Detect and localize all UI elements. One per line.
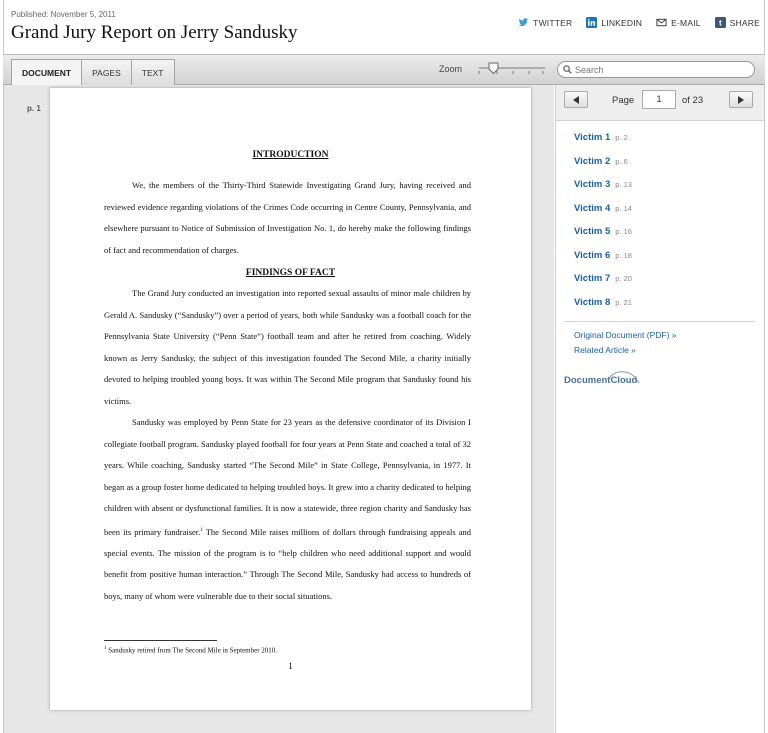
heading-findings: FINDINGS OF FACT [245,268,336,278]
previous-page-button[interactable] [564,91,588,108]
chapter-page: p. 20 [615,274,632,283]
chapter-link[interactable] [574,273,632,297]
chapter-link[interactable] [574,297,632,321]
zoom-slider[interactable] [477,61,547,77]
page-navigator [556,85,764,121]
chapter-title: Victim 1 [574,132,611,143]
chapter-title: Victim 3 [574,179,611,190]
footnote-text: Sandusky retired from The Second Mile in September 2010. [108,646,278,655]
cloud-icon [607,370,643,384]
tumblr-icon [715,17,726,28]
documentcloud-wordmark: DocumentCloud [564,375,638,386]
heading-introduction: INTRODUCTION [252,150,329,160]
footnote-marker: 1 [200,527,203,533]
page-label: p. 1 [27,104,41,113]
page-number-input[interactable] [642,90,676,109]
chapter-page: p. 16 [615,227,632,236]
sidebar [555,85,764,733]
document-page [50,88,531,710]
paragraph-2-part-a: Sandusky was employed by Penn State for 23 years as the defensive coordinator of its Division I collegiate football program. Sandusky played football for four years at Penn State and coached a total of 32 years. While coaching, Sandusky started “The Second Mile” in State College, Pennsylvania, in 1977. It began as a group foster home dedicated to helping troubled boys. It grew into a charity dedicated to helping children with absent or dysfunctional families. It is now a statewide, three region charity and Sandusky has been its primary fundraiser. [104,417,471,537]
chapter-page: p. 2 [615,133,628,142]
related-article-link[interactable]: Related Article » [574,344,636,355]
twitter-share-button[interactable] [518,17,572,28]
chapter-link[interactable] [574,132,632,156]
chapter-page: p. 21 [615,297,632,307]
page-footer-number: 1 [288,661,293,671]
zoom-label: Zoom [439,64,463,74]
tab-document[interactable]: DOCUMENT [11,59,82,85]
next-page-button[interactable] [729,91,753,108]
chapter-link[interactable] [574,226,632,250]
intro-paragraph: We, the members of the Thirty-Third Statewide Investigating Grand Jury, having received and reviewed evidence regarding violations of the Crimes Code occurring in Centre County, Pennsylvania, and elsewhere pursuant to Notice of Submission of Investigation No. 1, do hereby make the following findings of fact and recommendation of charges. [104,180,471,255]
footnote [104,646,277,654]
share-bar [518,17,760,28]
page-total: of 23 [682,95,704,106]
linkedin-share-button[interactable] [586,17,642,28]
footnote-divider [104,640,217,641]
tab-pages[interactable]: PAGES [81,59,132,85]
sidebar-divider [564,321,755,322]
findings-paragraph-1: The Grand Jury conducted an investigation into reported sexual assaults of minor male children by Gerald A. Sandusky (“Sandusky”) over a period of years, both while Sandusky was a football coach for the Pennsylvania State University (“Penn State”) football team and after he retired from coaching. Widely known as Jerry Sandusky, the subject of this investigation founded The Second Mile, a charity initially devoted to helping troubled young boys. It was within The Second Mile program that Sandusky found his victims. [104,288,471,406]
twitter-label: TWITTER [533,17,573,28]
external-links [574,328,677,357]
page-title: Grand Jury Report on Jerry Sandusky [11,22,298,43]
document-viewer[interactable] [4,85,554,733]
chapter-page: p. 18 [615,250,632,260]
svg-text:t: t [718,18,722,28]
view-tabs [11,59,174,85]
documentcloud-logo[interactable] [564,375,643,386]
envelope-icon [656,17,667,28]
paragraph-2-part-b: The Second Mile raises millions of dollars through fundraising appeals and special events. The mission of the program is to “help children who need additional support and would benefit from positive human interaction.” Through The Second Mile, Sandusky had access to hundreds of boys, many of whom were vulnerable due to their social situations. [104,526,471,601]
tab-text[interactable]: TEXT [131,59,175,85]
chapter-link[interactable] [574,203,632,227]
chapter-page: p. 14 [615,203,632,213]
chapter-list [574,132,632,320]
linkedin-icon [586,17,597,28]
published-date: Published: November 5, 2011 [11,10,116,19]
share-label: SHARE [729,17,760,28]
arrow-left-icon [571,95,581,105]
search-input[interactable] [575,65,745,75]
chapter-title: Victim 7 [574,273,611,284]
original-document-link[interactable]: Original Document (PDF) » [574,330,677,340]
chapter-link[interactable] [574,156,632,180]
page-word: Page [612,95,635,106]
chapter-title: Victim 5 [574,226,611,237]
chapter-title: Victim 2 [574,155,611,167]
chapter-title: Victim 8 [574,296,611,308]
chapter-page: p. 6 [615,156,628,166]
footnote-number: 1 [104,646,107,651]
linkedin-label: LINKEDIN [601,17,643,28]
findings-paragraph-2 [104,412,471,607]
arrow-right-icon [736,95,746,105]
email-label: E-MAIL [671,17,701,28]
chapter-page: p. 13 [615,180,632,189]
chapter-link[interactable] [574,250,632,274]
search-icon [563,65,572,74]
chapter-title: Victim 6 [574,249,611,261]
chapter-link[interactable] [574,179,632,203]
tumblr-share-button[interactable] [715,17,760,28]
twitter-icon [518,17,529,28]
email-share-button[interactable] [656,17,701,28]
viewer-toolbar [3,54,765,85]
chapter-title: Victim 4 [574,202,611,214]
search-box[interactable] [557,61,755,78]
